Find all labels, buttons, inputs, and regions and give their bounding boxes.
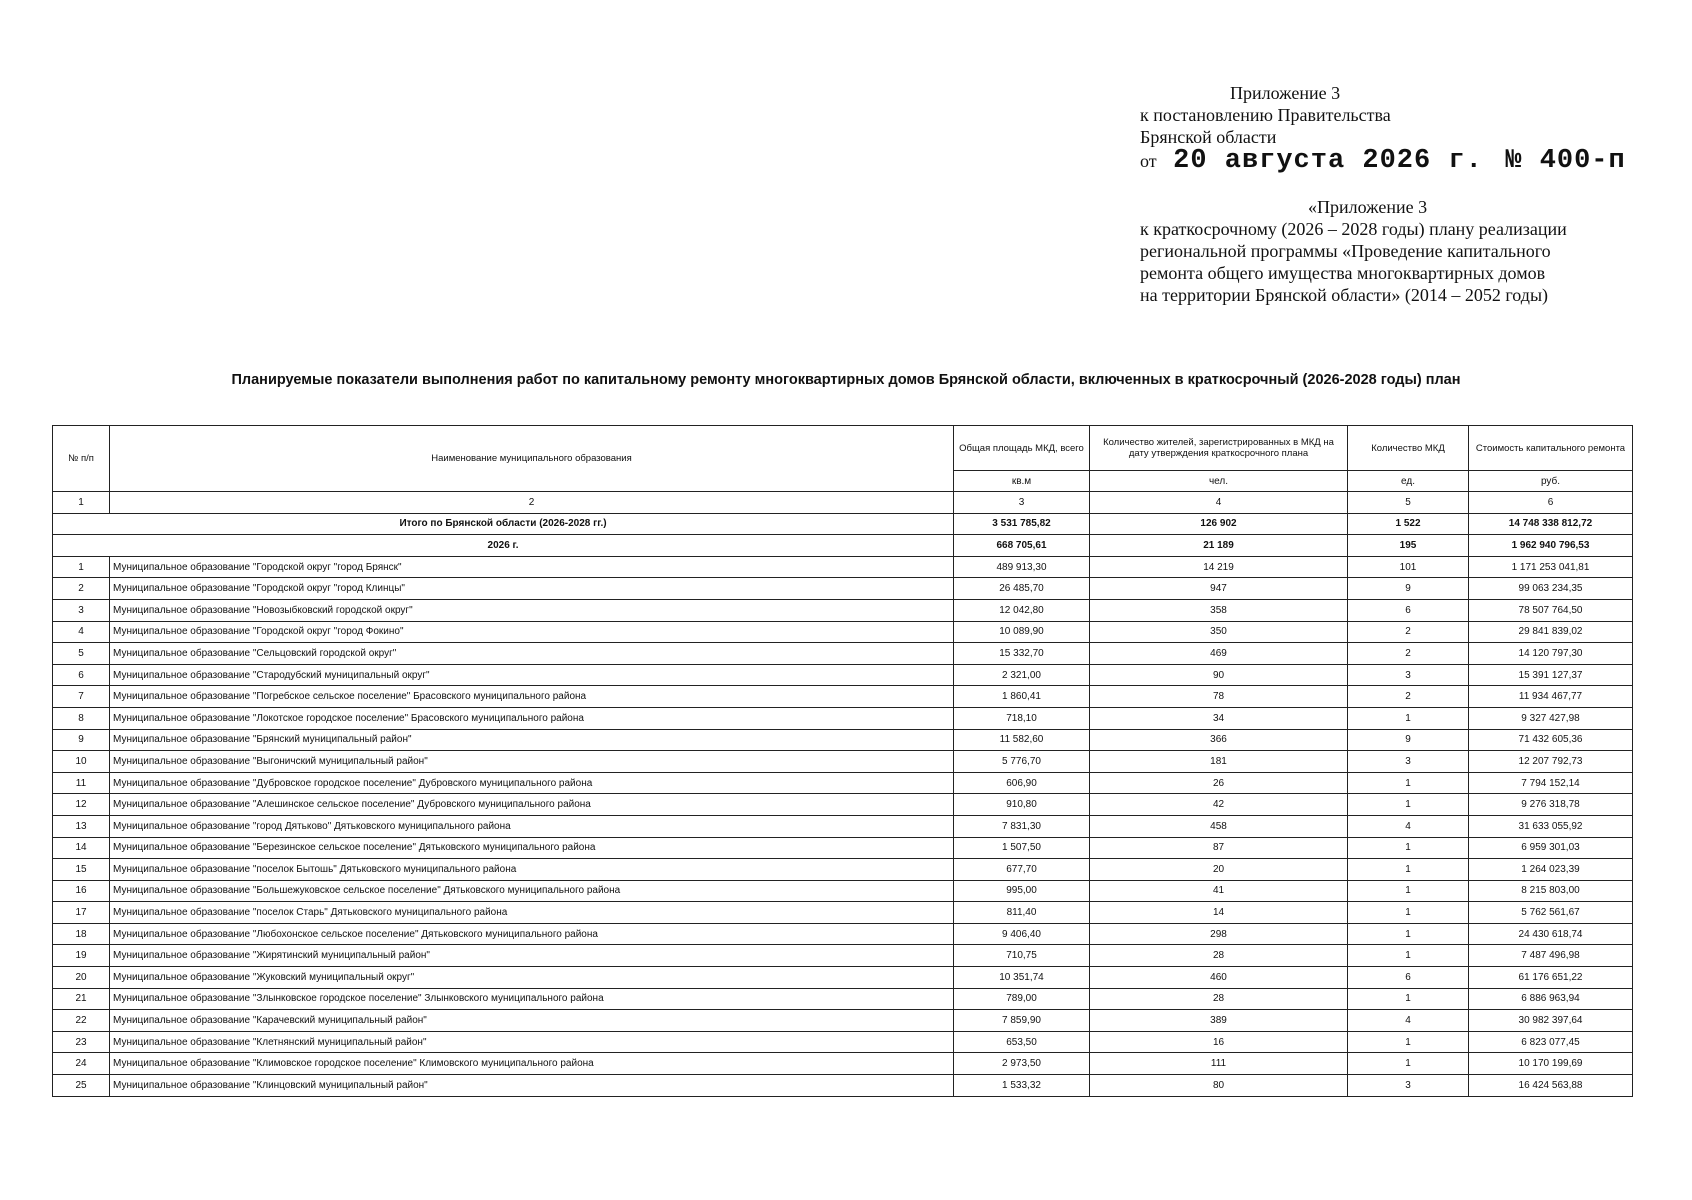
area-value: 7 831,30 (954, 815, 1090, 837)
municipality-name: Муниципальное образование "Березинское сельское поселение" Дятьковского муниципального района (110, 837, 954, 859)
table-row (53, 664, 1633, 686)
area-value: 1 533,32 (954, 1075, 1090, 1097)
area-value: 10 089,90 (954, 621, 1090, 643)
municipality-name: Муниципальное образование "Брянский муниципальный район" (110, 729, 954, 751)
municipality-name: Муниципальное образование "Большежуковское сельское поселение" Дятьковского муниципального района (110, 880, 954, 902)
row-number: 23 (53, 1031, 110, 1053)
table-row (53, 923, 1633, 945)
total-area: 3 531 785,82 (954, 513, 1090, 535)
area-value: 910,80 (954, 794, 1090, 816)
cost-value: 16 424 563,88 (1469, 1075, 1633, 1097)
residents-value: 80 (1090, 1075, 1348, 1097)
table-row (53, 1010, 1633, 1032)
residents-value: 181 (1090, 751, 1348, 773)
count-value: 9 (1348, 578, 1469, 600)
residents-value: 469 (1090, 643, 1348, 665)
residents-value: 14 219 (1090, 556, 1348, 578)
row-number: 16 (53, 880, 110, 902)
total-residents: 126 902 (1090, 513, 1348, 535)
residents-value: 14 (1090, 902, 1348, 924)
table-row (53, 729, 1633, 751)
count-value: 2 (1348, 643, 1469, 665)
colnum-5: 5 (1348, 492, 1469, 514)
cost-value: 14 120 797,30 (1469, 643, 1633, 665)
area-value: 789,00 (954, 988, 1090, 1010)
area-value: 489 913,30 (954, 556, 1090, 578)
appendix-header (1140, 196, 1567, 306)
column-numbers-row (53, 492, 1633, 514)
municipality-name: Муниципальное образование "Любохонское сельское поселение" Дятьковского муниципального района (110, 923, 954, 945)
municipality-name: Муниципальное образование "Дубровское городское поселение" Дубровского муниципального района (110, 772, 954, 794)
count-value: 1 (1348, 988, 1469, 1010)
row-number: 24 (53, 1053, 110, 1075)
count-value: 6 (1348, 599, 1469, 621)
area-value: 10 351,74 (954, 967, 1090, 989)
municipality-name: Муниципальное образование "Клинцовский муниципальный район" (110, 1075, 954, 1097)
table-row (53, 945, 1633, 967)
municipality-name: Муниципальное образование "Алешинское сельское поселение" Дубровского муниципального района (110, 794, 954, 816)
row-number: 18 (53, 923, 110, 945)
area-value: 12 042,80 (954, 599, 1090, 621)
date-prefix: от (1140, 151, 1157, 171)
colnum-6: 6 (1469, 492, 1633, 514)
approval-appendix-line: Приложение 3 (1230, 83, 1341, 103)
residents-value: 350 (1090, 621, 1348, 643)
residents-value: 366 (1090, 729, 1348, 751)
row-number: 4 (53, 621, 110, 643)
municipality-name: Муниципальное образование "Погребское сельское поселение" Брасовского муниципального района (110, 686, 954, 708)
row-number: 20 (53, 967, 110, 989)
residents-value: 358 (1090, 599, 1348, 621)
cost-value: 31 633 055,92 (1469, 815, 1633, 837)
row-number: 1 (53, 556, 110, 578)
residents-value: 87 (1090, 837, 1348, 859)
cost-value: 24 430 618,74 (1469, 923, 1633, 945)
cost-value: 9 276 318,78 (1469, 794, 1633, 816)
table-row (53, 643, 1633, 665)
table-row (53, 772, 1633, 794)
decree-number: № 400-п (1505, 146, 1626, 176)
total-count: 1 522 (1348, 513, 1469, 535)
header-cost: Стоимость капитального ремонта (1469, 426, 1633, 471)
table-header-row (53, 426, 1633, 471)
row-number: 17 (53, 902, 110, 924)
cost-value: 6 886 963,94 (1469, 988, 1633, 1010)
table-row (53, 707, 1633, 729)
area-value: 2 973,50 (954, 1053, 1090, 1075)
indicators-table (52, 425, 1633, 1097)
residents-value: 90 (1090, 664, 1348, 686)
table-row (53, 794, 1633, 816)
count-value: 1 (1348, 902, 1469, 924)
cost-value: 11 934 467,77 (1469, 686, 1633, 708)
year-area: 668 705,61 (954, 535, 1090, 557)
header-count: Количество МКД (1348, 426, 1469, 471)
header-residents: Количество жителей, зарегистрированных в МКД на дату утверждения краткосрочного плана (1090, 426, 1348, 471)
approval-decree-line: к постановлению Правительства (1140, 105, 1391, 125)
cost-value: 61 176 651,22 (1469, 967, 1633, 989)
unit-area: кв.м (954, 471, 1090, 492)
count-value: 1 (1348, 1053, 1469, 1075)
count-value: 3 (1348, 751, 1469, 773)
count-value: 1 (1348, 772, 1469, 794)
table-row (53, 967, 1633, 989)
table-row (53, 751, 1633, 773)
count-value: 3 (1348, 1075, 1469, 1097)
residents-value: 20 (1090, 859, 1348, 881)
area-value: 995,00 (954, 880, 1090, 902)
cost-value: 1 264 023,39 (1469, 859, 1633, 881)
area-value: 677,70 (954, 859, 1090, 881)
decree-date: 20 августа 2026 г. (1173, 146, 1483, 176)
table-row (53, 837, 1633, 859)
table-row (53, 621, 1633, 643)
count-value: 3 (1348, 664, 1469, 686)
area-value: 710,75 (954, 945, 1090, 967)
count-value: 4 (1348, 815, 1469, 837)
table-row (53, 1053, 1633, 1075)
cost-value: 7 487 496,98 (1469, 945, 1633, 967)
table-row (53, 1031, 1633, 1053)
row-number: 5 (53, 643, 110, 665)
municipality-name: Муниципальное образование "Новозыбковский городской округ" (110, 599, 954, 621)
residents-value: 111 (1090, 1053, 1348, 1075)
table-body (53, 426, 1633, 1097)
residents-value: 78 (1090, 686, 1348, 708)
table-row (53, 988, 1633, 1010)
residents-value: 389 (1090, 1010, 1348, 1032)
cost-value: 71 432 605,36 (1469, 729, 1633, 751)
area-value: 718,10 (954, 707, 1090, 729)
area-value: 606,90 (954, 772, 1090, 794)
row-number: 10 (53, 751, 110, 773)
unit-cost: руб. (1469, 471, 1633, 492)
row-number: 11 (53, 772, 110, 794)
table-row (53, 1075, 1633, 1097)
appendix-line-1: «Приложение 3 (1308, 197, 1428, 217)
appendix-line-3: региональной программы «Проведение капитального (1140, 241, 1551, 261)
municipality-name: Муниципальное образование "Городской округ "город Клинцы" (110, 578, 954, 600)
count-value: 1 (1348, 707, 1469, 729)
residents-value: 16 (1090, 1031, 1348, 1053)
row-number: 15 (53, 859, 110, 881)
table-row (53, 859, 1633, 881)
municipality-name: Муниципальное образование "Выгоничский муниципальный район" (110, 751, 954, 773)
cost-value: 6 823 077,45 (1469, 1031, 1633, 1053)
residents-value: 41 (1090, 880, 1348, 902)
cost-value: 5 762 561,67 (1469, 902, 1633, 924)
cost-value: 99 063 234,35 (1469, 578, 1633, 600)
area-value: 7 859,90 (954, 1010, 1090, 1032)
count-value: 1 (1348, 880, 1469, 902)
count-value: 2 (1348, 621, 1469, 643)
header-name: Наименование муниципального образования (110, 426, 954, 492)
table-row (53, 815, 1633, 837)
colnum-3: 3 (954, 492, 1090, 514)
count-value: 1 (1348, 1031, 1469, 1053)
municipality-name: Муниципальное образование "Клетнянский муниципальный район" (110, 1031, 954, 1053)
cost-value: 30 982 397,64 (1469, 1010, 1633, 1032)
cost-value: 29 841 839,02 (1469, 621, 1633, 643)
count-value: 9 (1348, 729, 1469, 751)
residents-value: 458 (1090, 815, 1348, 837)
cost-value: 9 327 427,98 (1469, 707, 1633, 729)
area-value: 26 485,70 (954, 578, 1090, 600)
year-total-row (53, 535, 1633, 557)
row-number: 21 (53, 988, 110, 1010)
count-value: 6 (1348, 967, 1469, 989)
municipality-name: Муниципальное образование "Жуковский муниципальный округ" (110, 967, 954, 989)
count-value: 1 (1348, 923, 1469, 945)
area-value: 9 406,40 (954, 923, 1090, 945)
cost-value: 7 794 152,14 (1469, 772, 1633, 794)
residents-value: 947 (1090, 578, 1348, 600)
row-number: 19 (53, 945, 110, 967)
approval-date-line (1140, 146, 1626, 176)
area-value: 11 582,60 (954, 729, 1090, 751)
count-value: 2 (1348, 686, 1469, 708)
row-number: 7 (53, 686, 110, 708)
colnum-4: 4 (1090, 492, 1348, 514)
cost-value: 1 171 253 041,81 (1469, 556, 1633, 578)
area-value: 1 507,50 (954, 837, 1090, 859)
colnum-2: 2 (110, 492, 954, 514)
row-number: 13 (53, 815, 110, 837)
colnum-1: 1 (53, 492, 110, 514)
row-number: 6 (53, 664, 110, 686)
cost-value: 12 207 792,73 (1469, 751, 1633, 773)
table-row (53, 599, 1633, 621)
municipality-name: Муниципальное образование "Карачевский муниципальный район" (110, 1010, 954, 1032)
row-number: 22 (53, 1010, 110, 1032)
cost-value: 10 170 199,69 (1469, 1053, 1633, 1075)
area-value: 15 332,70 (954, 643, 1090, 665)
residents-value: 42 (1090, 794, 1348, 816)
row-number: 9 (53, 729, 110, 751)
appendix-line-5: на территории Брянской области» (2014 – 2052 годы) (1140, 285, 1549, 305)
row-number: 2 (53, 578, 110, 600)
appendix-line-4: ремонта общего имущества многоквартирных домов (1140, 263, 1546, 283)
count-value: 1 (1348, 945, 1469, 967)
total-cost: 14 748 338 812,72 (1469, 513, 1633, 535)
table-row (53, 578, 1633, 600)
municipality-name: Муниципальное образование "город Дятьково" Дятьковского муниципального района (110, 815, 954, 837)
municipality-name: Муниципальное образование "Городской округ "город Брянск" (110, 556, 954, 578)
municipality-name: Муниципальное образование "Климовское городское поселение" Климовского муниципального района (110, 1053, 954, 1075)
cost-value: 8 215 803,00 (1469, 880, 1633, 902)
header-num: № п/п (53, 426, 110, 492)
cost-value: 15 391 127,37 (1469, 664, 1633, 686)
municipality-name: Муниципальное образование "поселок Бытошь" Дятьковского муниципального района (110, 859, 954, 881)
approval-region-line: Брянской области (1140, 127, 1277, 147)
row-number: 8 (53, 707, 110, 729)
residents-value: 26 (1090, 772, 1348, 794)
municipality-name: Муниципальное образование "Городской округ "город Фокино" (110, 621, 954, 643)
count-value: 101 (1348, 556, 1469, 578)
header-area: Общая площадь МКД, всего (954, 426, 1090, 471)
table-row (53, 902, 1633, 924)
count-value: 1 (1348, 859, 1469, 881)
row-number: 25 (53, 1075, 110, 1097)
row-number: 3 (53, 599, 110, 621)
count-value: 1 (1348, 837, 1469, 859)
total-row (53, 513, 1633, 535)
year-label: 2026 г. (53, 535, 954, 557)
unit-count: ед. (1348, 471, 1469, 492)
year-residents: 21 189 (1090, 535, 1348, 557)
count-value: 1 (1348, 794, 1469, 816)
municipality-name: Муниципальное образование "Злынковское городское поселение" Злынковского муниципального района (110, 988, 954, 1010)
table-row (53, 880, 1633, 902)
appendix-line-2: к краткосрочному (2026 – 2028 годы) плану реализации (1140, 219, 1567, 239)
unit-residents: чел. (1090, 471, 1348, 492)
municipality-name: Муниципальное образование "Стародубский муниципальный округ" (110, 664, 954, 686)
municipality-name: Муниципальное образование "Жирятинский муниципальный район" (110, 945, 954, 967)
cost-value: 6 959 301,03 (1469, 837, 1633, 859)
residents-value: 460 (1090, 967, 1348, 989)
row-number: 14 (53, 837, 110, 859)
cost-value: 78 507 764,50 (1469, 599, 1633, 621)
count-value: 4 (1348, 1010, 1469, 1032)
residents-value: 298 (1090, 923, 1348, 945)
year-cost: 1 962 940 796,53 (1469, 535, 1633, 557)
table-row (53, 686, 1633, 708)
area-value: 811,40 (954, 902, 1090, 924)
residents-value: 28 (1090, 945, 1348, 967)
area-value: 2 321,00 (954, 664, 1090, 686)
municipality-name: Муниципальное образование "Сельцовский городской округ" (110, 643, 954, 665)
approval-header (1140, 82, 1626, 176)
row-number: 12 (53, 794, 110, 816)
document-title: Планируемые показатели выполнения работ по капитальному ремонту многоквартирных домов Брянской области, включенных в краткосрочный (2026-2028 годы) план (231, 372, 1461, 388)
residents-value: 34 (1090, 707, 1348, 729)
area-value: 1 860,41 (954, 686, 1090, 708)
area-value: 653,50 (954, 1031, 1090, 1053)
total-label: Итого по Брянской области (2026-2028 гг.) (53, 513, 954, 535)
year-count: 195 (1348, 535, 1469, 557)
table-row (53, 556, 1633, 578)
municipality-name: Муниципальное образование "поселок Старь" Дятьковского муниципального района (110, 902, 954, 924)
residents-value: 28 (1090, 988, 1348, 1010)
municipality-name: Муниципальное образование "Локотское городское поселение" Брасовского муниципального района (110, 707, 954, 729)
area-value: 5 776,70 (954, 751, 1090, 773)
